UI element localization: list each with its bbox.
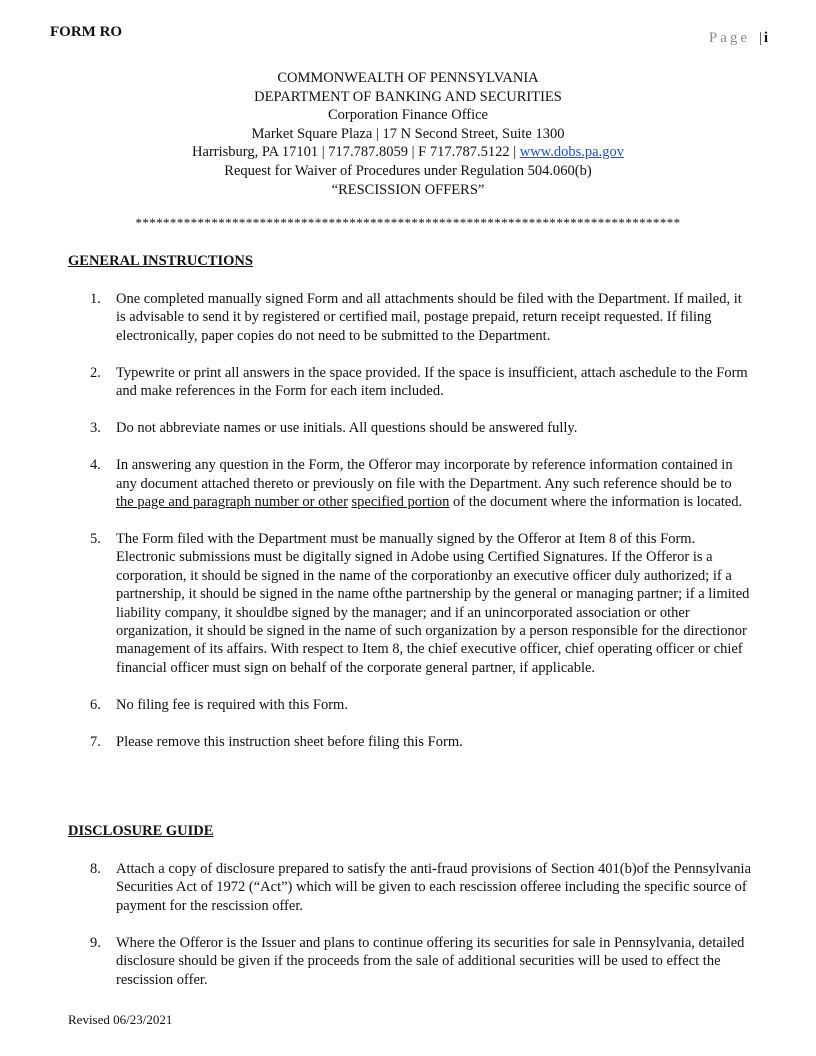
asterisk-divider: ******************************************************************************* — [135, 215, 681, 230]
item-text: The Form filed with the Department must be manually signed by the Offeror at Item 8 of this Form. Electronic submissions must be digitally signed in Adobe using Certified Signatures. If the Offeror is a corporation, it should be signed in the name of the corporationby an executive officer duly authorized; if a partnership, it should be signed in the name ofthe partnership by the general or managing partner; if a limited liability company, it shouldbe signed by the manager; and if an unincorporated association or other organization, it should be signed in the name of such organization by a person responsible for the directionor management of its affairs. With respect to Item 8, the chief executive officer, chief operating officer or chief financial officer must sign on behalf of the corporate general partner, if applicable. — [116, 531, 750, 676]
website-link[interactable]: www.dobs.pa.gov — [519, 144, 624, 161]
instruction-item — [68, 456, 752, 511]
item-number: 7. — [90, 733, 101, 750]
document-header — [0, 69, 816, 199]
instruction-item — [68, 364, 752, 401]
header-contact-text: Harrisburg, PA 17101 | 717.787.8059 | F 717.787.5122 | — [192, 144, 520, 161]
revision-date: Revised 06/23/2021 — [68, 1012, 173, 1027]
header-address: Market Square Plaza | 17 N Second Street, Suite 1300 — [251, 125, 565, 142]
item-text: One completed manually signed Form and all attachments should be filed with the Department. If mailed, it is advisable to send it by registered or certified mail, postage prepaid, return receipt requested. If filing electronically, paper copies do not need to be submitted to the Department. — [116, 291, 742, 344]
page-value: i — [763, 30, 768, 46]
header-rescission-offers: “RESCISSION OFFERS” — [331, 181, 485, 198]
item-text: Please remove this instruction sheet before filing this Form. — [116, 733, 463, 750]
item-number: 9. — [90, 934, 101, 951]
item-number: 3. — [90, 420, 101, 437]
instruction-item — [68, 733, 752, 751]
item-number: 2. — [90, 364, 101, 381]
disclosure-item — [68, 934, 752, 989]
disclosure-item — [68, 860, 752, 915]
header-contact — [0, 143, 816, 162]
item-text-end: of the document where the information is located. — [449, 494, 743, 511]
item-number: 8. — [90, 861, 101, 877]
page-number — [709, 30, 768, 47]
header-department: DEPARTMENT OF BANKING AND SECURITIES — [254, 88, 562, 105]
general-instructions-list — [68, 290, 752, 770]
item-number: 1. — [90, 291, 101, 307]
instruction-item — [68, 419, 752, 437]
header-commonwealth: COMMONWEALTH OF PENNSYLVANIA — [277, 70, 539, 86]
item-text: In answering any question in the Form, the Offeror may incorporate by reference information contained in any document attached thereto or previously on file with the Department. Any such reference should be to — [116, 457, 733, 492]
item-text: Attach a copy of disclosure prepared to satisfy the anti-fraud provisions of Section 401(b)of the Pennsylvania Securities Act of 1972 (“Act”) which will be given to each rescission offeree including the specific source of payment for the rescission offer. — [116, 861, 752, 914]
item-text: No filing fee is required with this Form. — [116, 696, 348, 713]
disclosure-guide-list — [68, 860, 752, 1008]
item-number: 4. — [90, 457, 101, 474]
item-text: Where the Offeror is the Issuer and plans to continue offering its securities for sale in Pennsylvania, detailed disclosure should be given if the proceeds from the sale of additional securities will be used to effect the rescission offer. — [116, 934, 745, 988]
item-text: Do not abbreviate names or use initials. All questions should be answered fully. — [116, 420, 578, 437]
disclosure-guide-heading: DISCLOSURE GUIDE — [68, 823, 214, 839]
instruction-item — [68, 696, 752, 714]
form-label: FORM RO — [50, 24, 123, 40]
header-office: Corporation Finance Office — [328, 107, 488, 124]
underlined-reference: the page and paragraph number or other — [116, 494, 348, 511]
page-word: Page — [708, 30, 751, 46]
underlined-specified-portion: specified portion — [351, 494, 450, 511]
page-separator: | — [758, 30, 762, 46]
item-number: 5. — [90, 531, 101, 548]
instruction-item — [68, 290, 752, 345]
instruction-item — [68, 530, 752, 677]
item-text: Typewrite or print all answers in the space provided. If the space is insufficient, attach aschedule to the Form and make references in the Form for each item included. — [116, 364, 748, 400]
item-number: 6. — [90, 696, 101, 713]
general-instructions-heading: GENERAL INSTRUCTIONS — [68, 253, 253, 269]
header-request-title: Request for Waiver of Procedures under Regulation 504.060(b) — [224, 162, 592, 179]
